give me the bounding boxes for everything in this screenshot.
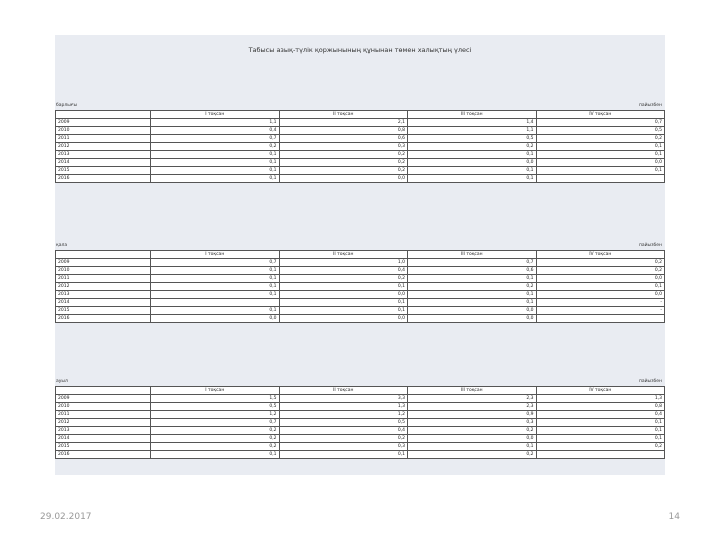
value-cell: 0,1 (408, 175, 537, 183)
year-cell: 2014 (56, 299, 151, 307)
value-cell: 0,2 (279, 275, 408, 283)
value-cell: 0,1 (151, 307, 280, 315)
value-cell: 0,7 (536, 119, 665, 127)
value-cell: 0,2 (279, 167, 408, 175)
value-cell: 0,0 (536, 291, 665, 299)
value-cell (536, 315, 665, 323)
value-cell: 0,2 (151, 143, 280, 151)
quarter-header: III тоқсан (408, 111, 537, 119)
unit-label: пайызбен (638, 103, 662, 108)
year-cell: 2014 (56, 159, 151, 167)
value-cell: 0,7 (151, 419, 280, 427)
value-cell: 0,2 (151, 427, 280, 435)
value-cell: 0,1 (151, 267, 280, 275)
year-cell: 2016 (56, 315, 151, 323)
quarter-header: I тоқсан (151, 251, 280, 259)
year-cell: 2014 (56, 435, 151, 443)
value-cell: 0,1 (151, 451, 280, 459)
table-row (56, 259, 665, 267)
value-cell: 1,5 (151, 395, 280, 403)
value-cell: 0,2 (279, 435, 408, 443)
value-cell: 0,1 (408, 167, 537, 175)
table-row (56, 151, 665, 159)
value-cell: 0,1 (279, 307, 408, 315)
value-cell: 0,1 (536, 143, 665, 151)
quarter-header: III тоқсан (408, 387, 537, 395)
table-row (56, 443, 665, 451)
value-cell: 1,1 (408, 127, 537, 135)
value-cell: 0,2 (536, 443, 665, 451)
year-cell: 2009 (56, 395, 151, 403)
table-row (56, 411, 665, 419)
year-cell: 2009 (56, 259, 151, 267)
value-cell: 0,0 (279, 315, 408, 323)
table-row (56, 275, 665, 283)
value-cell: 0,9 (408, 411, 537, 419)
value-cell: 0,0 (279, 291, 408, 299)
value-cell: 0,0 (279, 175, 408, 183)
year-cell: 2016 (56, 451, 151, 459)
value-cell: 1,1 (151, 119, 280, 127)
value-cell: 0,1 (151, 275, 280, 283)
quarter-header: IV тоқсан (536, 251, 665, 259)
value-cell: 0,8 (279, 127, 408, 135)
value-cell: 0,3 (408, 419, 537, 427)
section-header (55, 378, 665, 386)
year-cell: 2011 (56, 411, 151, 419)
year-cell: 2012 (56, 283, 151, 291)
value-cell: 0,2 (408, 283, 537, 291)
value-cell: 0,1 (536, 167, 665, 175)
value-cell: 0,0 (408, 159, 537, 167)
data-table (55, 386, 665, 459)
year-cell: 2012 (56, 419, 151, 427)
value-cell: 0,6 (408, 267, 537, 275)
year-cell: 2012 (56, 143, 151, 151)
value-cell: 0,0 (536, 275, 665, 283)
value-cell: 0,1 (151, 291, 280, 299)
quarter-header: I тоқсан (151, 111, 280, 119)
year-cell: 2010 (56, 403, 151, 411)
quarter-header: II тоқсан (279, 387, 408, 395)
table-row (56, 127, 665, 135)
section-label: қала (56, 243, 68, 248)
value-cell: 0,5 (408, 135, 537, 143)
value-cell: - (536, 299, 665, 307)
value-cell: 0,1 (408, 443, 537, 451)
value-cell (536, 175, 665, 183)
table-row (56, 119, 665, 127)
header-row (56, 251, 665, 259)
value-cell: 0,1 (536, 151, 665, 159)
quarter-header: IV тоқсан (536, 111, 665, 119)
year-cell: 2010 (56, 267, 151, 275)
value-cell: 0,5 (279, 419, 408, 427)
year-cell: 2016 (56, 175, 151, 183)
value-cell: 1,2 (279, 411, 408, 419)
value-cell: 0,4 (536, 411, 665, 419)
value-cell: 1,4 (408, 119, 537, 127)
table-row (56, 291, 665, 299)
value-cell: 0,6 (279, 135, 408, 143)
value-cell (151, 299, 280, 307)
year-cell: 2015 (56, 307, 151, 315)
value-cell: 0,1 (151, 283, 280, 291)
table-row (56, 315, 665, 323)
value-cell: 1,0 (279, 259, 408, 267)
value-cell: 0,2 (536, 135, 665, 143)
value-cell: 1,2 (151, 411, 280, 419)
year-header-cell (56, 387, 151, 395)
page-title: Табысы азық-түлік қоржынының құнынан төмен халықтың үлесі (248, 46, 472, 54)
header-row (56, 111, 665, 119)
value-cell: 0,1 (151, 167, 280, 175)
year-header-cell (56, 111, 151, 119)
table-row (56, 135, 665, 143)
value-cell: 0,2 (151, 443, 280, 451)
value-cell: 2,1 (279, 119, 408, 127)
value-cell: 0,7 (151, 259, 280, 267)
value-cell: 0,5 (536, 127, 665, 135)
quarter-header: II тоқсан (279, 251, 408, 259)
value-cell: 2,3 (408, 403, 537, 411)
table-row (56, 283, 665, 291)
value-cell: 0,2 (408, 427, 537, 435)
year-cell: 2010 (56, 127, 151, 135)
section-urban (55, 242, 665, 323)
value-cell: 0,1 (151, 151, 280, 159)
value-cell: 0,0 (408, 315, 537, 323)
value-cell: 0,0 (408, 435, 537, 443)
header-row (56, 387, 665, 395)
year-header-cell (56, 251, 151, 259)
table-row (56, 299, 665, 307)
value-cell: 0,2 (279, 151, 408, 159)
value-cell: - (536, 307, 665, 315)
table-row (56, 167, 665, 175)
value-cell: 0,1 (151, 175, 280, 183)
value-cell: 0,1 (279, 299, 408, 307)
quarter-header: II тоқсан (279, 111, 408, 119)
value-cell: 0,1 (536, 283, 665, 291)
table-row (56, 435, 665, 443)
value-cell: 0,3 (279, 143, 408, 151)
year-cell: 2011 (56, 275, 151, 283)
value-cell: 0,0 (536, 159, 665, 167)
table-row (56, 427, 665, 435)
value-cell: 0,4 (279, 267, 408, 275)
value-cell: 1,3 (279, 403, 408, 411)
value-cell: 0,1 (408, 275, 537, 283)
spreadsheet-area (55, 35, 665, 475)
value-cell: 0,3 (279, 443, 408, 451)
value-cell: 3,3 (279, 395, 408, 403)
table-row (56, 395, 665, 403)
value-cell: 0,2 (151, 435, 280, 443)
year-cell: 2013 (56, 291, 151, 299)
table-row (56, 175, 665, 183)
value-cell: 0,7 (151, 135, 280, 143)
page-number: 14 (668, 512, 680, 522)
unit-label: пайызбен (638, 379, 662, 384)
year-cell: 2013 (56, 427, 151, 435)
value-cell: 0,1 (408, 299, 537, 307)
section-header (55, 102, 665, 110)
value-cell: 0,4 (279, 427, 408, 435)
value-cell: 0,0 (408, 307, 537, 315)
value-cell: 0,1 (536, 435, 665, 443)
value-cell: 0,4 (151, 127, 280, 135)
value-cell: 0,2 (536, 267, 665, 275)
value-cell: 0,2 (408, 143, 537, 151)
table-row (56, 143, 665, 151)
quarter-header: IV тоқсан (536, 387, 665, 395)
table-row (56, 307, 665, 315)
table-row (56, 451, 665, 459)
section-label: барлығы (56, 103, 78, 108)
section-label: ауыл (56, 379, 68, 384)
value-cell: 0,1 (536, 427, 665, 435)
year-cell: 2015 (56, 443, 151, 451)
value-cell: 1,3 (536, 395, 665, 403)
unit-label: пайызбен (638, 243, 662, 248)
value-cell: 0,8 (536, 403, 665, 411)
quarter-header: III тоқсан (408, 251, 537, 259)
section-total (55, 102, 665, 183)
table-row (56, 403, 665, 411)
value-cell: 0,1 (536, 419, 665, 427)
section-header (55, 242, 665, 250)
value-cell: 0,2 (279, 159, 408, 167)
value-cell: 2,3 (408, 395, 537, 403)
value-cell (536, 451, 665, 459)
value-cell: 0,5 (151, 403, 280, 411)
value-cell: 0,2 (408, 451, 537, 459)
value-cell: 0,1 (279, 451, 408, 459)
section-rural (55, 378, 665, 459)
table-row (56, 267, 665, 275)
year-cell: 2009 (56, 119, 151, 127)
data-table (55, 250, 665, 323)
value-cell: 0,1 (151, 159, 280, 167)
value-cell: 0,1 (408, 291, 537, 299)
year-cell: 2013 (56, 151, 151, 159)
data-table (55, 110, 665, 183)
quarter-header: I тоқсан (151, 387, 280, 395)
year-cell: 2011 (56, 135, 151, 143)
value-cell: 0,2 (536, 259, 665, 267)
value-cell: 0,0 (151, 315, 280, 323)
value-cell: 0,1 (408, 151, 537, 159)
value-cell: 0,1 (279, 283, 408, 291)
table-row (56, 419, 665, 427)
table-row (56, 159, 665, 167)
footer-date: 29.02.2017 (40, 512, 92, 522)
value-cell: 0,7 (408, 259, 537, 267)
year-cell: 2015 (56, 167, 151, 175)
